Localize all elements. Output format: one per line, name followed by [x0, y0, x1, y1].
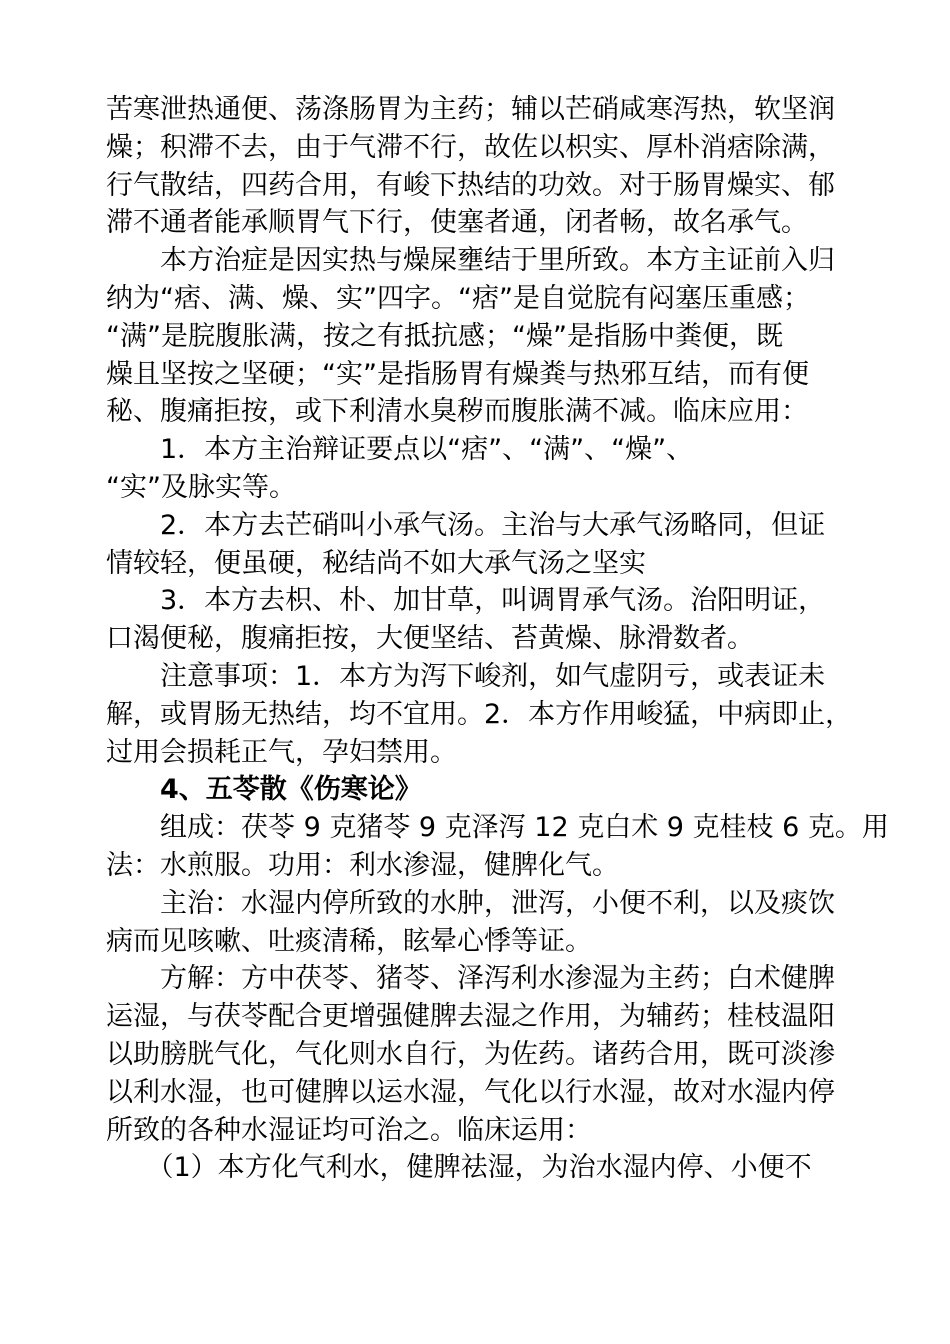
- text-line: 组成：茯苓 9 克猪苓 9 克泽泻 12 克白术 9 克桂枝 6 克。用: [106, 812, 889, 844]
- text-line: 所致的各种水湿证均可治之。临床运用：: [106, 1114, 592, 1146]
- section-heading: 4、五苓散《伤寒论》: [106, 774, 422, 806]
- text-line: 1．本方主治辩证要点以“痞”、“满”、“燥”、: [106, 434, 694, 466]
- text-line: 2．本方去芒硝叫小承气汤。主治与大承气汤略同，但证: [106, 509, 826, 541]
- text-line: 病而见咳嗽、吐痰清稀，眩晕心悸等证。: [106, 925, 592, 957]
- text-line: 行气散结，四药合用，有峻下热结的功效。对于肠胃燥实、郁: [106, 169, 835, 201]
- text-line: 燥；积滞不去，由于气滞不行，故佐以枳实、厚朴消痞除满，: [106, 131, 835, 163]
- text-line: （1）本方化气利水，健脾祛湿，为治水湿内停、小便不: [106, 1152, 812, 1184]
- text-line: 方解：方中茯苓、猪苓、泽泻利水渗湿为主药；白术健脾: [106, 963, 835, 995]
- text-line: 运湿，与茯苓配合更增强健脾去湿之作用，为辅药；桂枝温阳: [106, 1001, 835, 1033]
- text-line: 主治：水湿内停所致的水肿，泄泻，小便不利，以及痰饮: [106, 887, 835, 919]
- text-line: 过用会损耗正气，孕妇禁用。: [106, 736, 457, 768]
- text-line: 以利水湿，也可健脾以运水湿，气化以行水湿，故对水湿内停: [106, 1076, 835, 1108]
- text-line: 纳为“痞、满、燥、实”四字。“痞”是自觉脘有闷塞压重感；: [106, 282, 810, 314]
- text-line: 口渴便秘，腹痛拒按，大便坚结、苔黄燥、脉滑数者。: [106, 623, 754, 655]
- text-line: 滞不通者能承顺胃气下行，使塞者通，闭者畅，故名承气。: [106, 207, 808, 239]
- text-line: 以助膀胱气化，气化则水自行，为佐药。诸药合用，既可淡渗: [106, 1038, 835, 1070]
- text-line: 解，或胃肠无热结，均不宜用。2．本方作用峻猛，中病即止，: [106, 698, 853, 730]
- text-line: 燥且坚按之坚硬；“实”是指肠胃有燥粪与热邪互结，而有便: [106, 358, 809, 390]
- text-line: 3．本方去枳、朴、加甘草，叫调胃承气汤。治阳明证，: [106, 585, 826, 617]
- text-line: 注意事项：1．本方为泻下峻剂，如气虚阴亏，或表证未: [106, 660, 826, 692]
- text-line: 本方治症是因实热与燥屎壅结于里所致。本方主证前入归: [106, 245, 835, 277]
- text-line: “满”是脘腹胀满，按之有抵抗感；“燥”是指肠中粪便，既: [106, 320, 783, 352]
- text-line: 秘、腹痛拒按，或下利清水臭秽而腹胀满不减。临床应用：: [106, 396, 808, 428]
- body-text: [106, 91, 889, 1187]
- text-line: 苦寒泄热通便、荡涤肠胃为主药；辅以芒硝咸寒泻热，软坚润: [106, 94, 835, 125]
- text-line: 情较轻，便虽硬，秘结尚不如大承气汤之坚实: [106, 547, 646, 579]
- text-line: 法：水煎服。功用：利水渗湿，健脾化气。: [106, 849, 619, 881]
- text-line: “实”及脉实等。: [106, 471, 296, 503]
